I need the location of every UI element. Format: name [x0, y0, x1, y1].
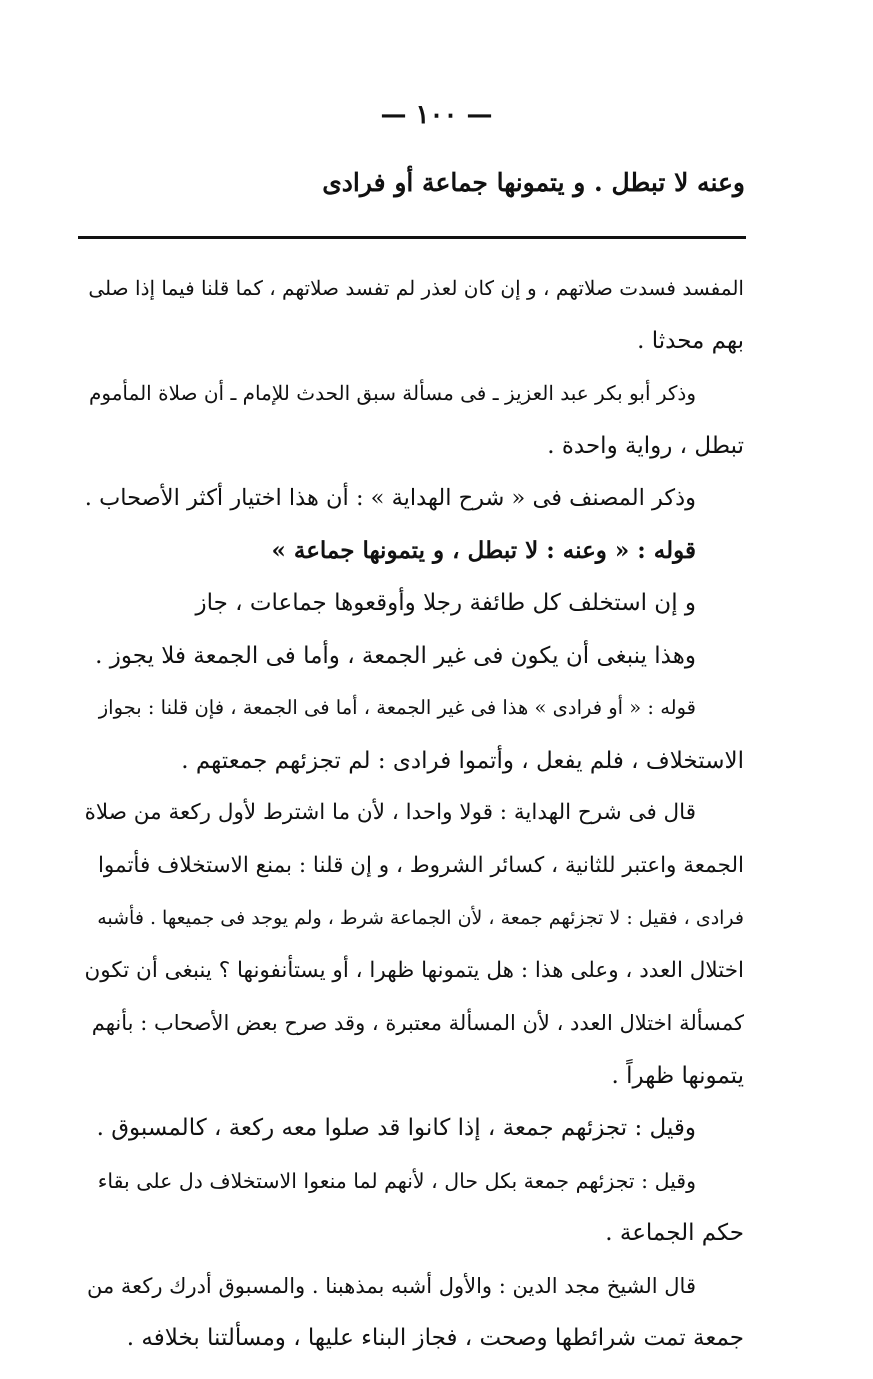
text-line: وهذا ينبغى أن يكون فى غير الجمعة ، وأما فى الجمعة فلا يجوز .	[95, 642, 696, 669]
text-line: قوله : « أو فرادى » هذا فى غير الجمعة ، أما فى الجمعة ، فإن قلنا : بجواز	[98, 696, 696, 719]
text-line: قال فى شرح الهداية : قولا واحدا ، لأن ما اشترط لأول ركعة من صلاة	[84, 800, 696, 825]
text-line: قال الشيخ مجد الدين : والأول أشبه بمذهبنا . والمسبوق أدرك ركعة من	[87, 1273, 696, 1298]
page-number: — ١٠٠ —	[380, 100, 493, 130]
text-line: الجمعة واعتبر للثانية ، كسائر الشروط ، و إن قلنا : بمنع الاستخلاف فأتموا	[97, 852, 744, 878]
text-line: قوله : « وعنه : لا تبطل ، و يتمونها جماعة »	[271, 536, 696, 564]
section-header: وعنه لا تبطل . و يتمونها جماعة أو فرادى	[322, 168, 745, 197]
text-line: كمسألة اختلال العدد ، لأن المسألة معتبرة ، وقد صرح بعض الأصحاب : بأنهم	[91, 1011, 744, 1035]
text-line: تبطل ، رواية واحدة .	[547, 432, 744, 459]
text-line: اختلال العدد ، وعلى هذا : هل يتمونها ظهرا ، أو يستأنفونها ؟ ينبغى أن تكون	[84, 957, 744, 983]
text-line: بهم محدثا .	[637, 327, 744, 354]
text-line: المفسد فسدت صلاتهم ، و إن كان لعذر لم تفسد صلاتهم ، كما قلنا فيما إذا صلى	[88, 276, 744, 300]
text-line: وذكر المصنف فى « شرح الهداية » : أن هذا اختيار أكثر الأصحاب .	[84, 485, 696, 511]
text-line: وقيل : تجزئهم جمعة بكل حال ، لأنهم لما منعوا الاستخلاف دل على بقاء	[97, 1168, 696, 1193]
text-line: فرادى ، فقيل : لا تجزئهم جمعة ، لأن الجماعة شرط ، ولم يوجد فى جميعها . فأشبه	[97, 907, 744, 929]
text-line: حكم الجماعة .	[605, 1220, 744, 1246]
header-divider	[78, 236, 746, 239]
text-line: وقيل : تجزئهم جمعة ، إذا كانوا قد صلوا معه ركعة ، كالمسبوق .	[96, 1115, 696, 1141]
text-line: جمعة تمت شرائطها وصحت ، فجاز البناء عليها ، ومسألتنا بخلافه .	[126, 1325, 744, 1351]
text-line: و إن استخلف كل طائفة رجلا وأوقعوها جماعات ، جاز	[195, 590, 696, 616]
text-line: وذكر أبو بكر عبد العزيز ـ فى مسألة سبق الحدث للإمام ـ أن صلاة المأموم	[89, 381, 696, 405]
text-line: يتمونها ظهراً .	[611, 1062, 744, 1089]
body-text	[84, 262, 744, 1365]
text-line: الاستخلاف ، فلم يفعل ، وأتموا فرادى : لم تجزئهم جمعتهم .	[181, 747, 744, 774]
